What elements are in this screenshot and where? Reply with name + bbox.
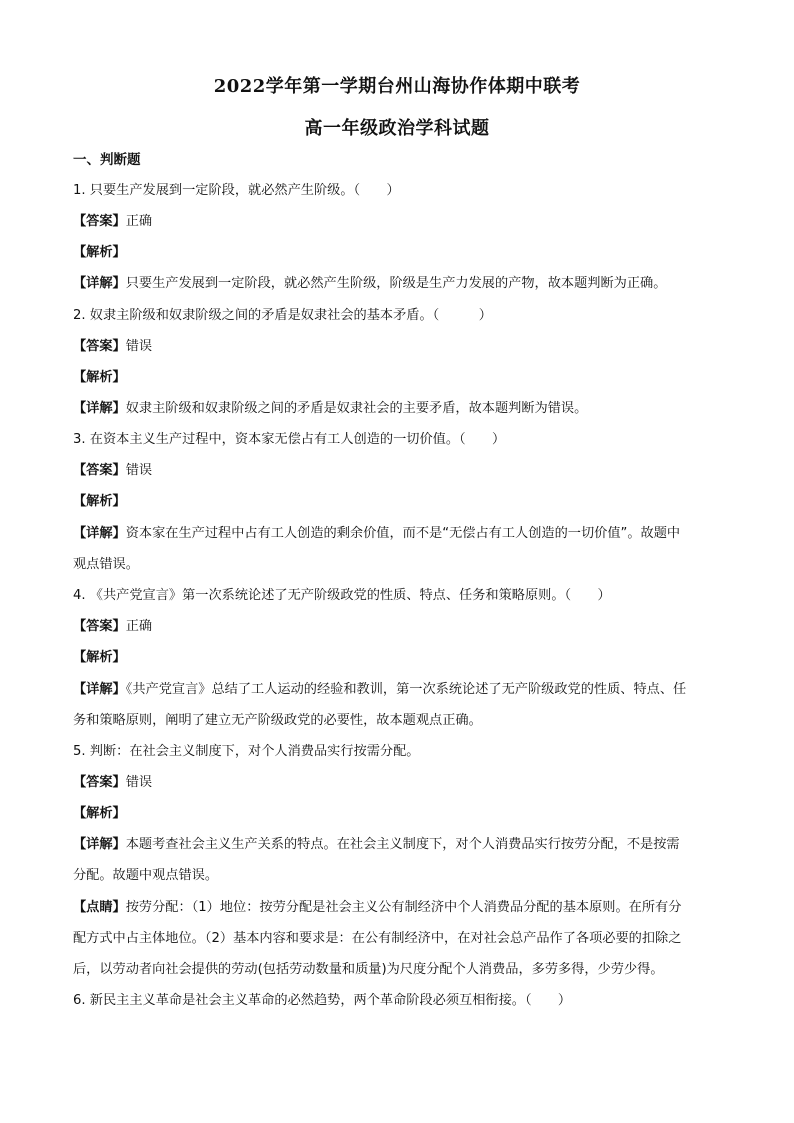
- question-4-stem: 4. 《共产党宣言》第一次系统论述了无产阶级政党的性质、特点、任务和策略原则。（ ）: [73, 588, 611, 603]
- question-5-comment: [73, 898, 725, 918]
- answer-label: 【答案】: [73, 619, 126, 634]
- question-5-answer: [73, 773, 725, 793]
- detail-text: 资本家在生产过程中占有工人创造的剩余价值，而不是“无偿占有工人创造的一切价值”。故题中: [125, 526, 681, 541]
- question-5-comment-cont-1: 配方式中占主体地位。（2）基本内容和要求是：在公有制经济中，在对社会总产品作了各项必要的扣除之: [73, 931, 682, 946]
- detail-text: 只要生产发展到一定阶段，就必然产生阶级，阶级是生产力发展的产物，故本题判断为正确。: [125, 276, 667, 291]
- question-4-detail-cont: 务和策略原则，阐明了建立无产阶级政党的必要性，故本题观点正确。: [73, 713, 482, 728]
- comment-label: 【点睛】: [73, 900, 126, 915]
- detail-text: 《共产党宣言》总结了工人运动的经验和教训，第一次系统论述了无产阶级政党的性质、特点、任: [125, 682, 687, 697]
- detail-text: 本题考查社会主义生产关系的特点。在社会主义制度下，对个人消费品实行按劳分配，不是按需: [125, 837, 680, 852]
- question-3-detail-cont: 观点错误。: [73, 557, 139, 572]
- question-1-detail: [73, 274, 725, 294]
- answer-value: 错误: [125, 339, 153, 354]
- question-1-analysis: [73, 243, 725, 263]
- question-2-analysis: [73, 368, 725, 388]
- question-3-analysis: [73, 492, 725, 512]
- answer-value: 错误: [125, 775, 153, 790]
- answer-value: 正确: [125, 214, 153, 229]
- answer-label: 【答案】: [73, 775, 126, 790]
- analysis-label: 【解析】: [73, 370, 126, 385]
- analysis-label: 【解析】: [73, 806, 126, 821]
- answer-value: 错误: [125, 463, 153, 478]
- answer-label: 【答案】: [73, 339, 126, 354]
- answer-label: 【答案】: [73, 214, 126, 229]
- answer-value: 正确: [125, 619, 153, 634]
- question-4-analysis: [73, 648, 725, 668]
- question-4-answer: [73, 617, 725, 637]
- section-heading: 一、判断题: [73, 152, 141, 168]
- question-1-stem: 1. 只要生产发展到一定阶段，就必然产生阶级。（ ）: [73, 183, 400, 198]
- analysis-label: 【解析】: [73, 650, 126, 665]
- question-3-detail: [73, 524, 725, 544]
- question-3-answer: [73, 461, 725, 481]
- question-5-detail: [73, 835, 725, 855]
- question-2-stem: 2. 奴隶主阶级和奴隶阶级之间的矛盾是奴隶社会的基本矛盾。（ ）: [73, 308, 492, 323]
- detail-label: 【详解】: [73, 401, 126, 416]
- question-6-stem: 6. 新民主主义革命是社会主义革命的必然趋势，两个革命阶段必须互相衔接。（ ）: [73, 993, 572, 1008]
- detail-label: 【详解】: [73, 837, 126, 852]
- analysis-label: 【解析】: [73, 245, 126, 260]
- question-1-answer: [73, 212, 725, 232]
- detail-label: 【详解】: [73, 276, 126, 291]
- question-2-detail: [73, 399, 725, 419]
- comment-text: 按劳分配：（1）地位：按劳分配是社会主义公有制经济中个人消费品分配的基本原则。在所有分: [125, 900, 682, 915]
- detail-label: 【详解】: [73, 682, 126, 697]
- question-5-analysis: [73, 804, 725, 824]
- detail-label: 【详解】: [73, 526, 126, 541]
- analysis-label: 【解析】: [73, 494, 126, 509]
- question-5-stem: 5. 判断：在社会主义制度下，对个人消费品实行按需分配。: [73, 744, 420, 759]
- question-4-detail: [73, 680, 725, 700]
- question-3-stem: 3. 在资本主义生产过程中，资本家无偿占有工人创造的一切价值。（ ）: [73, 432, 506, 447]
- exam-title: 2022学年第一学期台州山海协作体期中联考: [213, 76, 581, 97]
- detail-text: 奴隶主阶级和奴隶阶级之间的矛盾是奴隶社会的主要矛盾，故本题判断为错误。: [125, 401, 588, 416]
- exam-subtitle: 高一年级政治学科试题: [304, 118, 490, 139]
- answer-label: 【答案】: [73, 463, 126, 478]
- question-2-answer: [73, 337, 725, 357]
- question-5-detail-cont: 分配。故题中观点错误。: [73, 868, 219, 883]
- question-5-comment-cont-2: 后，以劳动者向社会提供的劳动(包括劳动数量和质量)为尺度分配个人消费品，多劳多得，少劳少得。: [73, 962, 664, 977]
